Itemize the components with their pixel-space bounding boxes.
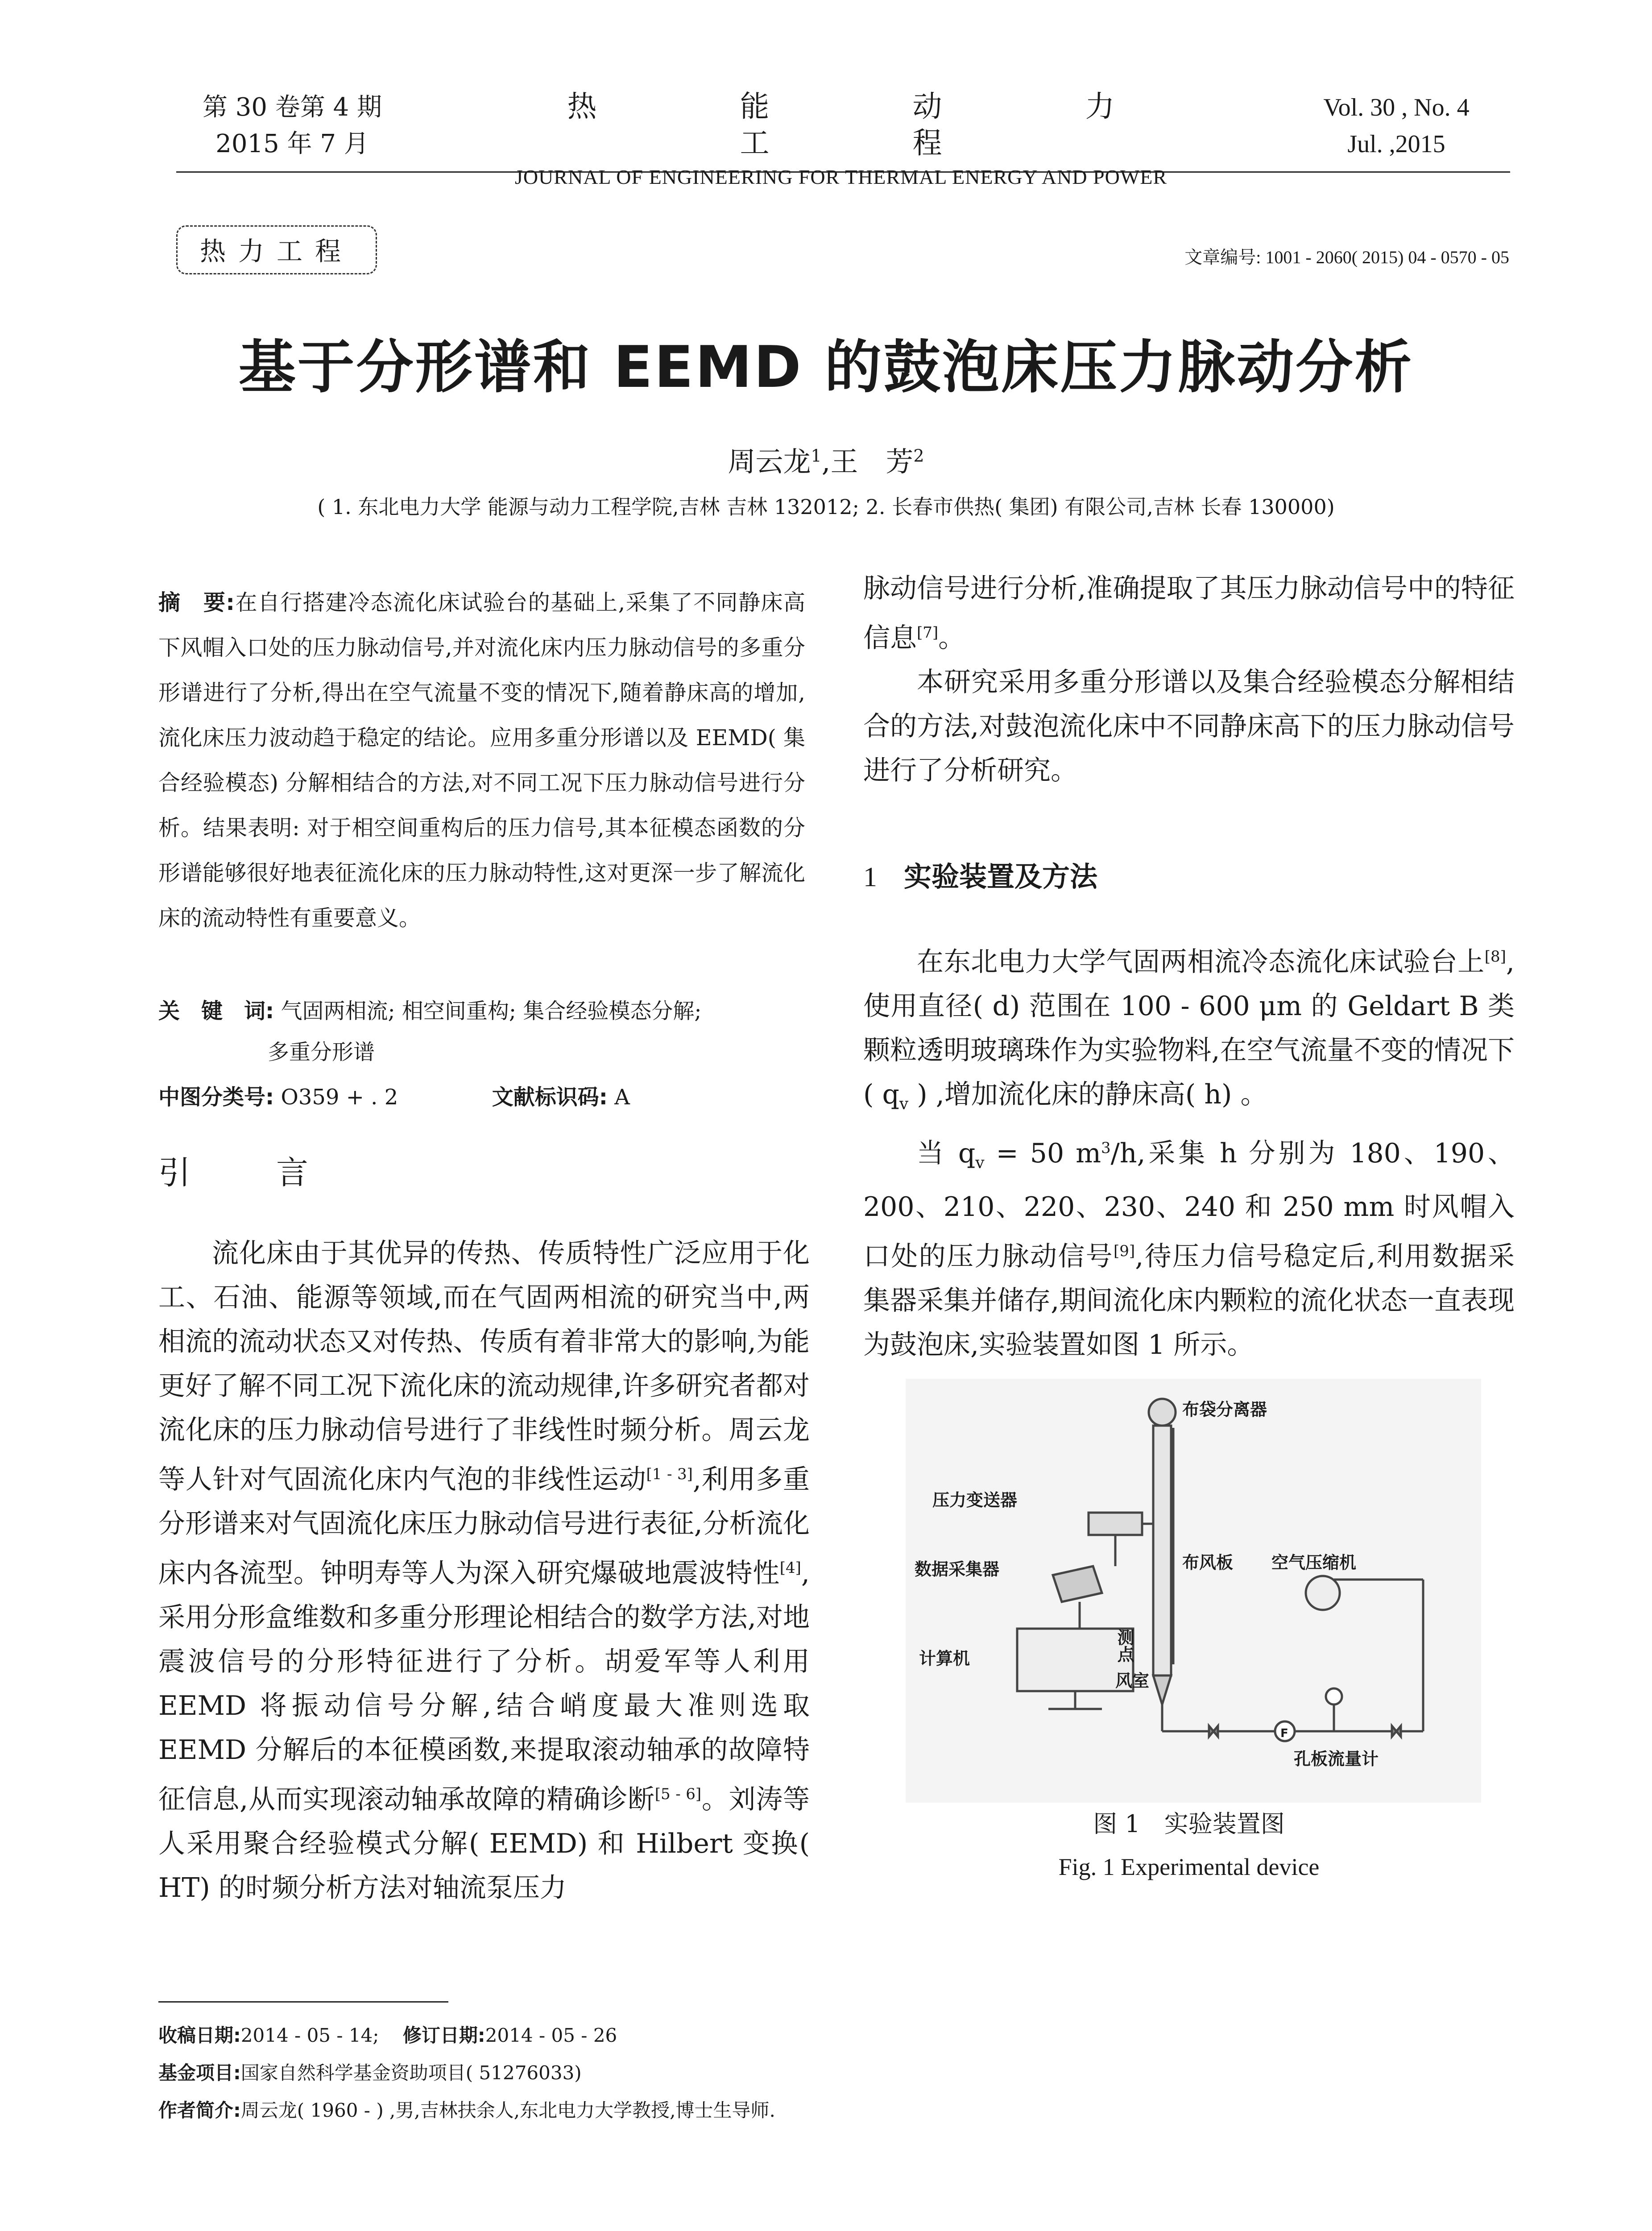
label-computer: 计算机 — [919, 1649, 970, 1668]
fund-label: 基金项目: — [158, 2062, 241, 2084]
citation: [7] — [917, 624, 939, 642]
clc-label: 中图分类号: — [158, 1085, 274, 1110]
figure-background — [906, 1379, 1481, 1803]
clc-value: O359 + . 2 — [281, 1085, 398, 1110]
affiliation: ( 1. 东北电力大学 能源与动力工程学院,吉林 吉林 132012; 2. 长春市供热( 集团) 有限公司,吉林 长春 130000) — [317, 495, 1335, 519]
header-volume-en — [1294, 89, 1499, 162]
received-date: 2014 - 05 - 14; — [240, 2024, 379, 2046]
classification — [158, 1080, 805, 1111]
header-rule — [176, 171, 1510, 173]
intro-body — [158, 1232, 810, 1910]
method-text-c: ) ,增加流化床的静床高( h) 。 — [908, 1079, 1267, 1110]
section-1-body — [863, 935, 1515, 1367]
label-measuring-point: 测点 — [1114, 1629, 1134, 1663]
pressure-gauge-icon — [1326, 1688, 1342, 1704]
author-bio-label: 作者简介: — [158, 2099, 241, 2121]
method-text-e: = 50 m — [984, 1138, 1101, 1169]
journal-name-en: JOURNAL OF ENGINEERING FOR THERMAL ENERGY AND POWER — [514, 166, 1168, 188]
section-number: 1 — [863, 862, 877, 892]
section-1-heading — [863, 854, 1097, 894]
abstract-text: 在自行搭建冷态流化床试验台的基础上,采集了不同静床高下风帽入口处的压力脉动信号,并对流化床内压力脉动信号的多重分形谱进行了分析,得出在空气流量不变的情况下,随着静床高的增加,流化床压力波动趋于稳定的结论。应用多重分形谱以及 EEMD( 集合经验模态) 分解相结合的方法,对不同工况下压力脉动信号进行分析。结果表明: 对于相空间重构后的压力信号,其本征模态函数的分形谱能够很好地表征流化床的压力脉动特性,这对更深一步了解流化床的流动特性有重要意义。 — [158, 590, 805, 931]
right-text-a: 脉动信号进行分析,准确提取了其压力脉动信号中的特征信息 — [863, 573, 1515, 654]
intro-text-a: 流化床由于其优异的传热、传质特性广泛应用于化工、石油、能源等领域,而在气固两相流的研究当中,两相流的流动状态又对传热、传质有着非常大的影响,为能更好了解不同工况下流化床的流动规律,许多研究者都对流化床的压力脉动信号进行了非线性时频分析。周云龙等人针对气固流化床内气泡的非线性运动 — [158, 1238, 810, 1495]
pressure-transmitter-shape — [1089, 1513, 1142, 1535]
journal-name-cn: 热 能 动 力 工 程 — [567, 89, 1182, 160]
volume-en: Vol. 30 , No. 4 — [1323, 94, 1470, 121]
method-text-b: ,使用直径( d) 范围在 100 - 600 μm 的 Geldart B 类颗粒透明玻璃珠作为实验物料,在空气流量不变的情况下( q — [863, 946, 1515, 1110]
author-line — [0, 440, 1652, 479]
article-number: 文章编号: 1001 - 2060( 2015) 04 - 0570 - 05 — [1184, 247, 1509, 267]
figure-caption — [863, 1803, 1515, 1888]
abstract — [158, 580, 805, 941]
abstract-label: 摘 要: — [158, 590, 235, 615]
method-text-d: 当 q — [917, 1138, 976, 1169]
revised-label: 修订日期: — [402, 2024, 485, 2046]
doc-code-label: 文献标识码: — [492, 1085, 608, 1110]
keywords-label: 关 键 词: — [158, 999, 274, 1024]
label-data-collector: 数据采集器 — [915, 1559, 1000, 1579]
header-journal — [464, 88, 1218, 193]
method-text-f: /h,采集 h 分别为 180、190、200、210、220、230、240 和 250 mm 时风帽入口处的压力脉动信号 — [863, 1138, 1515, 1272]
right-paragraph-2: 本研究采用多重分形谱以及集合经验模态分解相结合的方法,对鼓泡流化床中不同静床高下的压力脉动信号进行了分析研究。 — [863, 667, 1515, 786]
received-label: 收稿日期: — [158, 2024, 241, 2046]
figure-caption-cn: 图 1 实验装置图 — [1093, 1810, 1285, 1838]
label-air-compressor: 空气压缩机 — [1271, 1553, 1357, 1572]
author-1-sup: 1 — [811, 446, 822, 466]
footnote-rule — [158, 2001, 448, 2003]
label-distributor: 布风板 — [1182, 1553, 1234, 1572]
paper-title: 基于分形谱和 EEMD 的鼓泡床压力脉动分析 — [238, 334, 1414, 401]
column-tag: 热力工程 — [176, 225, 377, 274]
section-title: 实验装置及方法 — [904, 860, 1098, 893]
header-volume-cn — [176, 89, 408, 162]
label-f-mark: F — [1280, 1727, 1288, 1740]
riser-column — [1153, 1426, 1171, 1675]
author-bio-text: 周云龙( 1960 - ) ,男,吉林扶余人,东北电力大学教授,博士生导师. — [240, 2099, 775, 2121]
method-text-g: ,待压力信号稳定后,利用数据采集器采集并储存,期间流化床内颗粒的流化状态一直表现为鼓泡床,实验装置如图 1 所示。 — [863, 1241, 1515, 1360]
author-separator: , — [821, 445, 831, 478]
experimental-device-figure — [906, 1379, 1481, 1803]
subscript: v — [899, 1095, 909, 1113]
author-2-sup: 2 — [913, 446, 924, 466]
keywords-line1: 气固两相流; 相空间重构; 集合经验模态分解; — [281, 999, 702, 1024]
author-1: 周云龙 — [728, 445, 811, 478]
method-text-a: 在东北电力大学气固两相流冷态流化床试验台上 — [917, 946, 1485, 978]
label-orifice-flowmeter: 孔板流量计 — [1294, 1749, 1379, 1769]
intro-heading: 引 言 — [158, 1154, 335, 1191]
author-2: 王 芳 — [830, 445, 914, 478]
citation: [1 - 3] — [646, 1465, 693, 1483]
superscript: 3 — [1101, 1139, 1111, 1157]
volume-cn: 第 30 卷第 4 期 — [202, 93, 382, 122]
citation: [8] — [1484, 948, 1506, 966]
intro-text-c: ,采用分形盒维数和多重分形理论相结合的数学方法,对地震波信号的分形特征进行了分析。胡爱军等人利用 EEMD 将振动信号分解,结合峭度最大准则选取 EEMD 分解后的本征模函数,来提取滚动轴承的故障特征信息,从而实现滚动轴承故障的精确诊断 — [158, 1558, 810, 1815]
right-column-top — [863, 567, 1515, 793]
footnotes — [158, 2017, 1318, 2129]
citation: [4] — [779, 1559, 801, 1577]
figure-caption-en: Fig. 1 Experimental device — [1058, 1854, 1320, 1880]
doc-code-value: A — [614, 1085, 630, 1110]
label-pressure-transmitter: 压力变送器 — [932, 1490, 1018, 1510]
keywords — [158, 991, 805, 1073]
citation: [9] — [1114, 1242, 1135, 1260]
bag-separator-shape — [1149, 1399, 1176, 1426]
keywords-line2: 多重分形谱 — [268, 1040, 375, 1065]
citation: [5 - 6] — [654, 1785, 702, 1803]
air-compressor-shape — [1306, 1576, 1340, 1610]
intro-text-d: 。刘涛等人采用聚合经验模式分解( EEMD) 和 Hilbert 变换( HT) 的时频分析方法对轴流泵压力 — [158, 1784, 810, 1903]
intro-text-b: ,利用多重分形谱来对气固流化床压力脉动信号进行表征,分析流化床内各流型。钟明寿等人为深入研究爆破地震波特性 — [158, 1464, 810, 1589]
subscript: v — [975, 1154, 985, 1172]
revised-date: 2014 - 05 - 26 — [485, 2024, 617, 2046]
label-bag-separator: 布袋分离器 — [1182, 1400, 1267, 1419]
label-wind-chamber: 风室 — [1115, 1671, 1150, 1691]
date-en: Jul. ,2015 — [1347, 130, 1445, 158]
date-cn: 2015 年 7 月 — [215, 129, 369, 158]
fund-text: 国家自然科学基金资助项目( 51276033) — [240, 2062, 582, 2084]
right-text-b: 。 — [938, 622, 965, 654]
